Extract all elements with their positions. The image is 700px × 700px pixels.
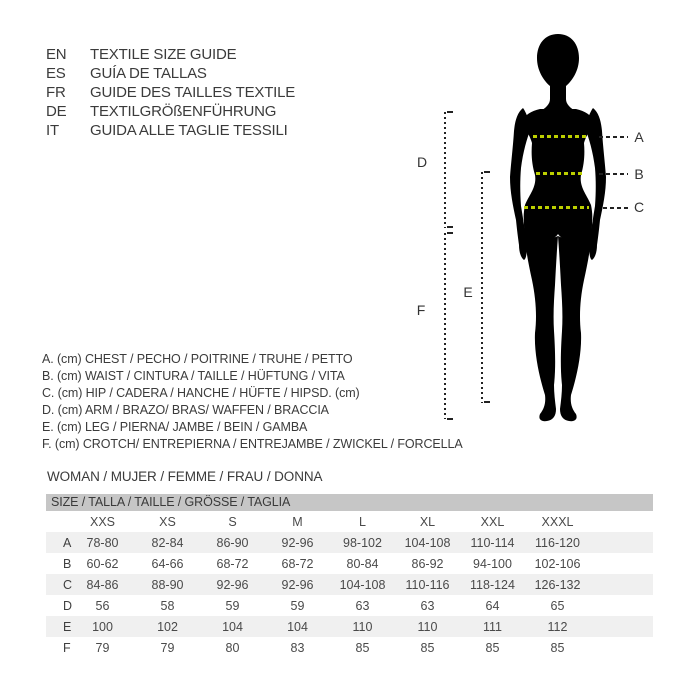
filler-cell: [590, 553, 653, 574]
title-row-en: [46, 45, 295, 64]
title-row-de: [46, 102, 295, 121]
table-row-leg: [46, 616, 653, 637]
waist-leader-line: [599, 173, 628, 175]
corner-cell: [46, 511, 70, 532]
cell: 111: [482, 619, 502, 634]
cell: 112: [547, 619, 568, 634]
cell: 56: [95, 598, 110, 613]
cell: 110: [352, 619, 373, 634]
leg-line-bottom-tick: [484, 401, 490, 403]
cell: 85: [485, 640, 500, 655]
legend-crotch: F. (cm) CROTCH/ ENTREPIERNA / ENTREJAMBE / ZWICKEL / FORCELLA: [42, 437, 463, 451]
cell: 104: [287, 619, 308, 634]
legend-hip: C. (cm) HIP / CADERA / HANCHE / HÜFTE / HIPSD. (cm): [42, 386, 360, 400]
lang-code-fr: FR: [46, 84, 66, 101]
lang-code-it: IT: [46, 122, 59, 139]
lang-code-en: EN: [46, 46, 67, 63]
cell: 116-120: [535, 535, 580, 550]
col-header-s: S: [228, 514, 237, 529]
cell: 85: [420, 640, 435, 655]
cell: 88-90: [151, 577, 184, 592]
title-en: TEXTILE SIZE GUIDE: [90, 46, 237, 63]
cell: 84-86: [86, 577, 119, 592]
table-row-chest: [46, 532, 653, 553]
marker-arm: D: [416, 154, 428, 170]
cell: 68-72: [216, 556, 249, 571]
cell: 110: [417, 619, 438, 634]
cell: 98-102: [343, 535, 382, 550]
table-row-waist: [46, 553, 653, 574]
cell: 82-84: [151, 535, 184, 550]
cell: 80: [225, 640, 240, 655]
cell: 92-96: [281, 577, 314, 592]
cell: 65: [550, 598, 565, 613]
table-row-arm: [46, 595, 653, 616]
leg-measure-line: [481, 172, 483, 403]
chest-measure-line: [533, 135, 587, 138]
col-header-xl: XL: [419, 514, 436, 529]
cell: 79: [160, 640, 175, 655]
title-language-block: [46, 45, 295, 140]
cell: 102-106: [534, 556, 581, 571]
cell: 110-114: [470, 535, 515, 550]
col-header-m: M: [292, 514, 303, 529]
legend-waist: B. (cm) WAIST / CINTURA / TAILLE / HÜFTUNG / VITA: [42, 369, 345, 383]
cell: 100: [92, 619, 113, 634]
cell: 104-108: [404, 535, 451, 550]
cell: 94-100: [473, 556, 512, 571]
col-header-xs: XS: [159, 514, 176, 529]
lang-code-de: DE: [46, 103, 67, 120]
cell: 59: [225, 598, 240, 613]
col-header-l: L: [359, 514, 366, 529]
marker-crotch: F: [416, 302, 426, 318]
chest-leader-line: [599, 136, 628, 138]
col-header-xxs: XXS: [89, 514, 115, 529]
cell: 102: [157, 619, 178, 634]
cell: 78-80: [86, 535, 119, 550]
col-header-xxl: XXL: [480, 514, 505, 529]
cell: 79: [95, 640, 110, 655]
row-label: E: [63, 619, 72, 634]
cell: 92-96: [281, 535, 314, 550]
waist-measure-line: [536, 172, 583, 175]
cell: 58: [160, 598, 175, 613]
cell: 63: [420, 598, 435, 613]
filler-cell: [590, 532, 653, 553]
cell: 92-96: [216, 577, 249, 592]
cell: 110-116: [405, 577, 450, 592]
col-header-xxxl: XXXL: [541, 514, 574, 529]
cell: 83: [290, 640, 305, 655]
filler-cell: [590, 574, 653, 595]
lang-code-es: ES: [46, 65, 66, 82]
hip-measure-line: [524, 206, 589, 209]
row-label: F: [63, 640, 71, 655]
cell: 68-72: [281, 556, 314, 571]
cell: 59: [290, 598, 305, 613]
filler-cell: [590, 511, 653, 532]
row-label: A: [63, 535, 72, 550]
title-es: GUÍA DE TALLAS: [90, 65, 207, 82]
title-row-es: [46, 64, 295, 83]
cell: 80-84: [346, 556, 379, 571]
cell: 63: [355, 598, 370, 613]
filler-cell: [590, 595, 653, 616]
arm-line-bottom-tick: [447, 226, 453, 228]
size-table-title-bar: SIZE / TALLA / TAILLE / GRÖSSE / TAGLIA: [46, 494, 653, 511]
cell: 85: [550, 640, 565, 655]
legend-leg: E. (cm) LEG / PIERNA/ JAMBE / BEIN / GAMBA: [42, 420, 308, 434]
cell: 126-132: [534, 577, 581, 592]
cell: 64: [485, 598, 500, 613]
filler-cell: [590, 616, 653, 637]
marker-chest: A: [634, 129, 644, 145]
size-table: [46, 494, 653, 658]
size-table-column-header-row: [46, 511, 653, 532]
cell: 64-66: [151, 556, 184, 571]
title-row-fr: [46, 83, 295, 102]
row-label: B: [63, 556, 72, 571]
legend-arm: D. (cm) ARM / BRAZO/ BRAS/ WAFFEN / BRACCIA: [42, 403, 329, 417]
marker-hip: C: [633, 199, 645, 215]
woman-silhouette-figure: [473, 33, 643, 423]
title-de: TEXTILGRÖßENFÜHRUNG: [90, 103, 277, 120]
legend-chest: A. (cm) CHEST / PECHO / POITRINE / TRUHE / PETTO: [42, 352, 353, 366]
marker-waist: B: [634, 166, 644, 182]
arm-line-top-tick: [447, 111, 453, 113]
crotch-line-top-tick: [447, 232, 453, 234]
cell: 86-92: [411, 556, 444, 571]
category-heading: WOMAN / MUJER / FEMME / FRAU / DONNA: [47, 469, 323, 484]
table-row-hip: [46, 574, 653, 595]
title-it: GUIDA ALLE TAGLIE TESSILI: [90, 122, 288, 139]
cell: 60-62: [86, 556, 119, 571]
title-row-it: [46, 121, 295, 140]
cell: 104-108: [339, 577, 386, 592]
arm-measure-line: [444, 112, 446, 228]
row-label: C: [63, 577, 73, 592]
leg-line-top-tick: [484, 171, 490, 173]
cell: 85: [355, 640, 370, 655]
cell: 86-90: [216, 535, 249, 550]
hip-leader-line: [603, 207, 628, 209]
measurement-legend: [42, 351, 463, 453]
row-label: D: [63, 598, 73, 613]
marker-leg: E: [463, 284, 473, 300]
table-row-crotch: [46, 637, 653, 658]
title-fr: GUIDE DES TAILLES TEXTILE: [90, 84, 296, 101]
cell: 118-124: [470, 577, 515, 592]
filler-cell: [590, 637, 653, 658]
cell: 104: [222, 619, 243, 634]
